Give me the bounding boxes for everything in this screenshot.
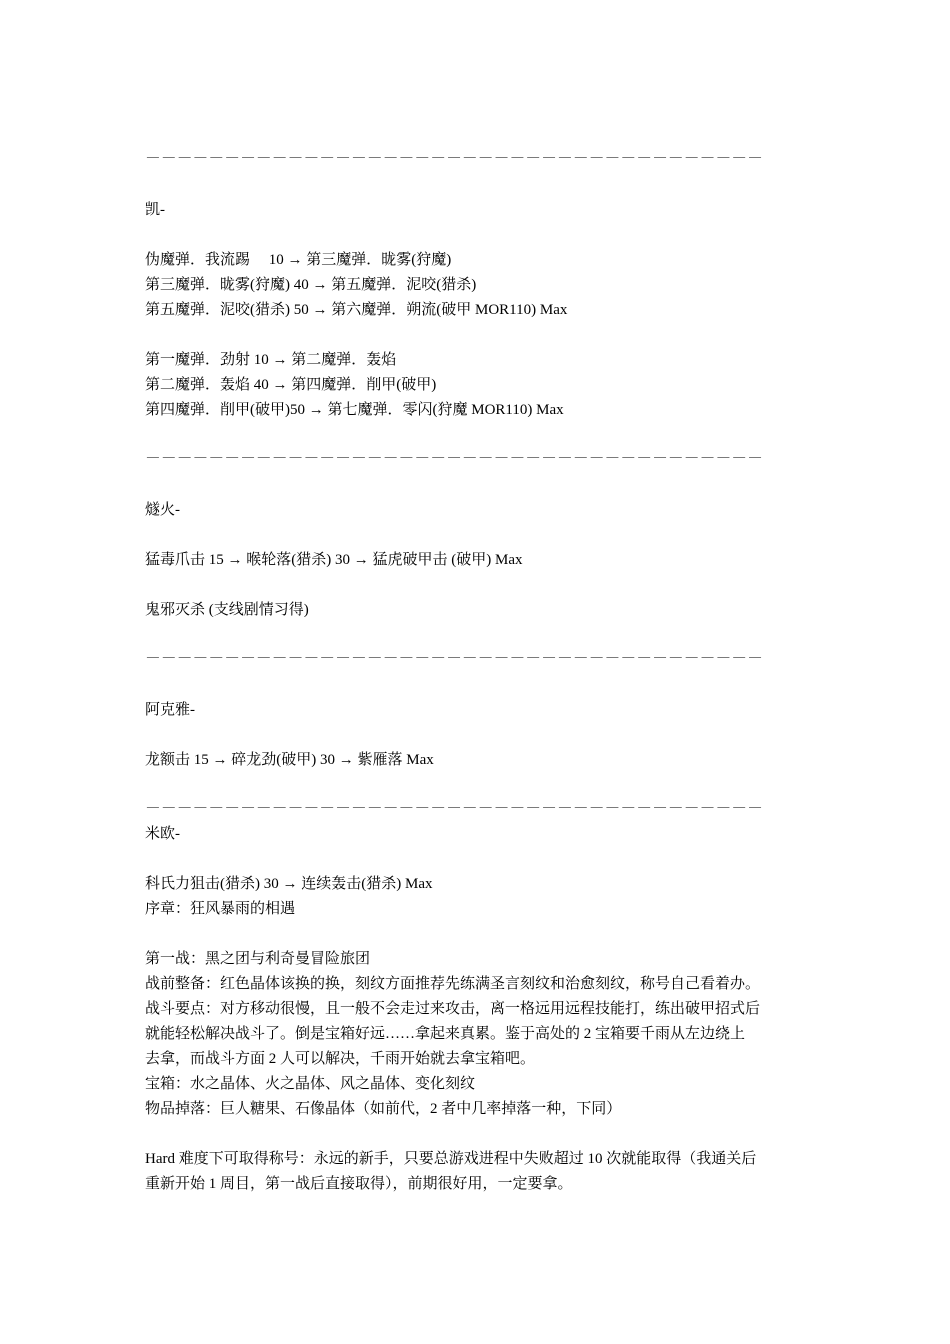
text-line: 第四魔弹．削甲(破甲)50 → 第七魔弹．零闪(狩魔 MOR110) Max [145,402,564,418]
section-header-suihuo: 燧火- [145,502,180,518]
text-line: 第一魔弹．劲射 10 → 第二魔弹．轰焰 [145,352,397,368]
text-line: 去拿，而战斗方面 2 人可以解决，千雨开始就去拿宝箱吧。 [145,1051,536,1067]
text-line: 伪魔弹．我流踢 10 → 第三魔弹．昽雾(狩魔) [145,252,452,268]
battle-title: 第一战：黑之团与利奇曼冒险旅团 [145,951,371,967]
text-line: 鬼邪灭杀 (支线剧情习得) [145,602,309,618]
text-line: 第五魔弹．泥咬(猎杀) 50 → 第六魔弹．朔流(破甲 MOR110) Max [145,302,568,318]
separator-line: －－－－－－－－－－－－－－－－－－－－－－－－－－－－－－－－－－－－－－－ [145,651,764,665]
separator-line: －－－－－－－－－－－－－－－－－－－－－－－－－－－－－－－－－－－－－－－ [145,801,764,815]
separator-line: －－－－－－－－－－－－－－－－－－－－－－－－－－－－－－－－－－－－－－－ [145,451,764,465]
text-line: 科氏力狙击(猎杀) 30 → 连续轰击(猎杀) Max [145,876,433,892]
text-line: 猛毒爪击 15 → 喉轮落(猎杀) 30 → 猛虎破甲击 (破甲) Max [145,552,523,568]
text-line: 物品掉落：巨人糖果、石像晶体（如前代，2 者中几率掉落一种，下同） [145,1101,622,1117]
text-line: 重新开始 1 周目，第一战后直接取得），前期很好用，一定要拿。 [145,1176,573,1192]
text-line: 战斗要点：对方移动很慢，且一般不会走过来攻击，离一格远用远程技能打，练出破甲招式后 [145,1001,761,1017]
section-header-kai: 凯- [145,202,165,218]
section-header-akeya: 阿克雅- [145,702,195,718]
text-line: 就能轻松解决战斗了。倒是宝箱好远……拿起来真累。鉴于高处的 2 宝箱要千雨从左边绕上 [145,1026,746,1042]
text-line: 战前整备：红色晶体该换的换，刻纹方面推荐先练满圣言刻纹和治愈刻纹，称号自己看着办。 [145,976,761,992]
chapter-title: 序章：狂风暴雨的相遇 [145,901,296,917]
text-line: 龙额击 15 → 碎龙劲(破甲) 30 → 紫雁落 Max [145,752,434,768]
text-line: 第三魔弹．昽雾(狩魔) 40 → 第五魔弹．泥咬(猎杀) [145,277,477,293]
text-line: 宝箱：水之晶体、火之晶体、风之晶体、变化刻纹 [145,1076,476,1092]
section-header-miou: 米欧- [145,826,180,842]
text-line: 第二魔弹．轰焰 40 → 第四魔弹．削甲(破甲) [145,377,437,393]
separator-line: －－－－－－－－－－－－－－－－－－－－－－－－－－－－－－－－－－－－－－－ [145,151,764,165]
text-line: Hard 难度下可取得称号：永远的新手，只要总游戏进程中失败超过 10 次就能取得（我通关后 [145,1151,757,1167]
